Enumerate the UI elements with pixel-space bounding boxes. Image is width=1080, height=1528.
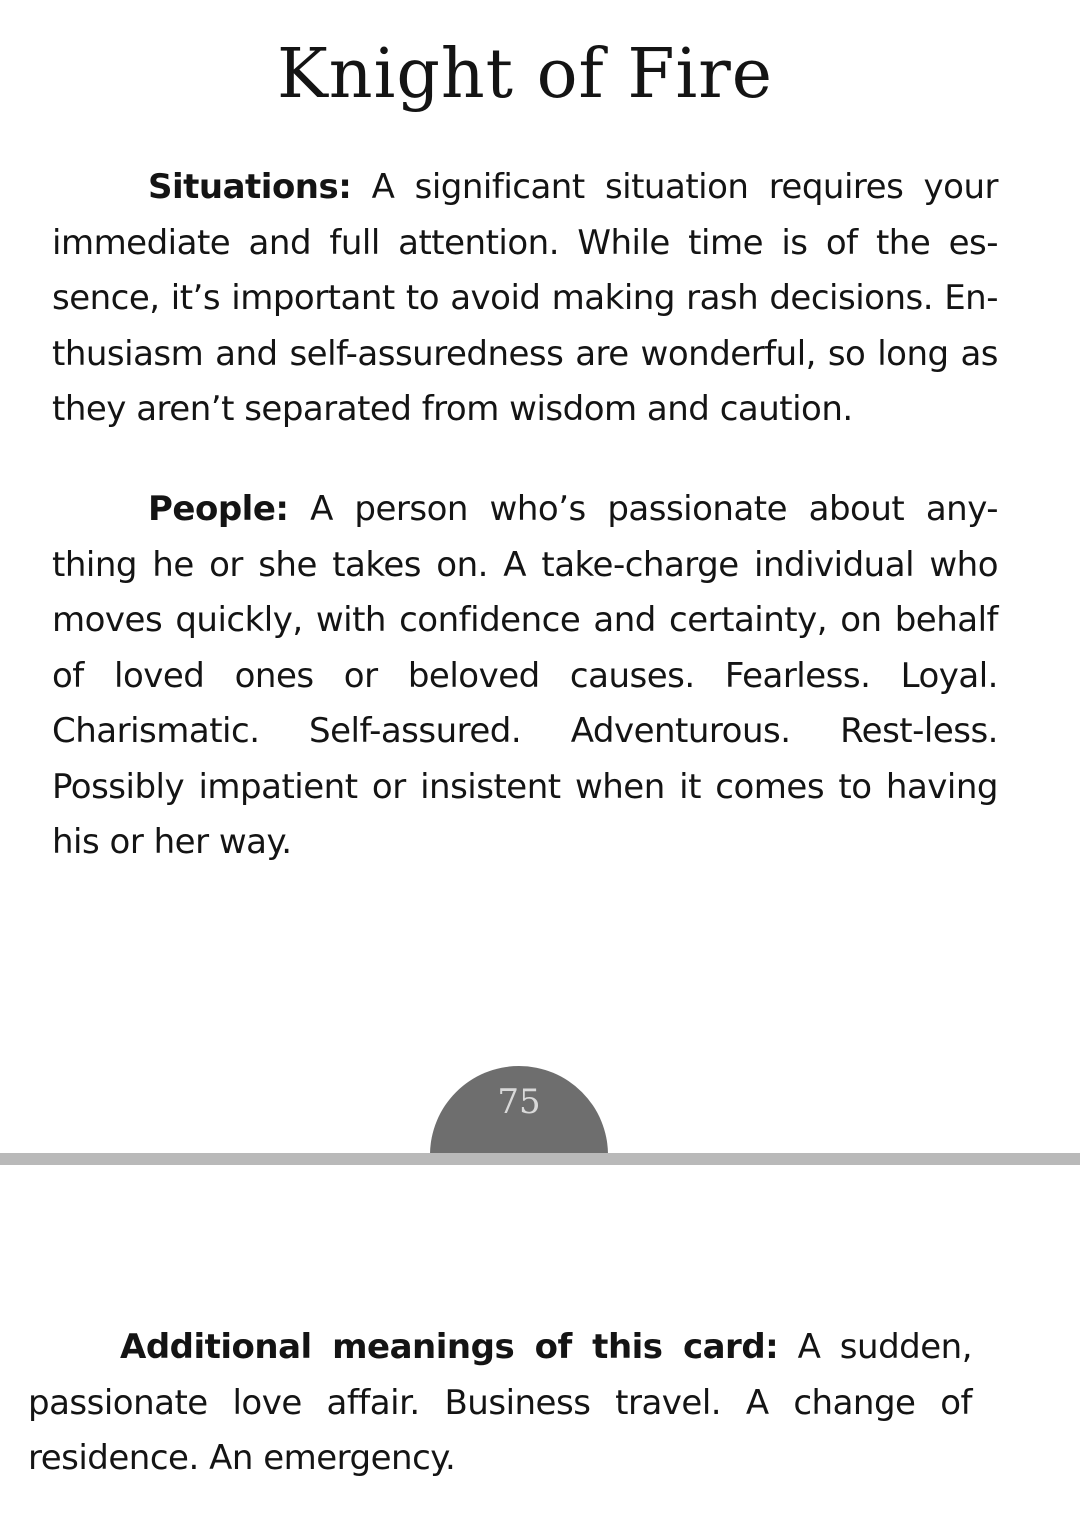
people-label: People: xyxy=(148,489,289,529)
page-title: Knight of Fire xyxy=(276,35,773,114)
page-divider xyxy=(0,1153,1080,1165)
additional-meanings-label: Additional meanings of this card: xyxy=(120,1327,779,1367)
page-number: 75 xyxy=(497,1082,541,1122)
situations-paragraph xyxy=(52,160,998,438)
additional-meanings-text: A sudden, passionate love affair. Business travel. A change of residence. An emergency. xyxy=(28,1327,973,1478)
people-paragraph xyxy=(52,482,998,871)
situations-label: Situations: xyxy=(148,167,352,207)
page-number-badge xyxy=(430,1066,608,1154)
additional-meanings-paragraph xyxy=(28,1320,972,1487)
people-text: A person who’s passionate about any-thing he or she takes on. A take-charge individual who moves quickly, with confidence and certainty, on behalf of loved ones or beloved causes. Fearless. Loyal. Charismatic. Self-assured. Adventurous. Rest-less. Possibly impatient or insistent when it comes to having his or her way. xyxy=(52,489,998,862)
situations-text: A significant situation requires your immediate and full attention. While time is of the es-sence, it’s important to avoid making rash decisions. En-thusiasm and self-assuredness are wonderful, so long as they aren’t separated from wisdom and caution. xyxy=(52,167,998,429)
